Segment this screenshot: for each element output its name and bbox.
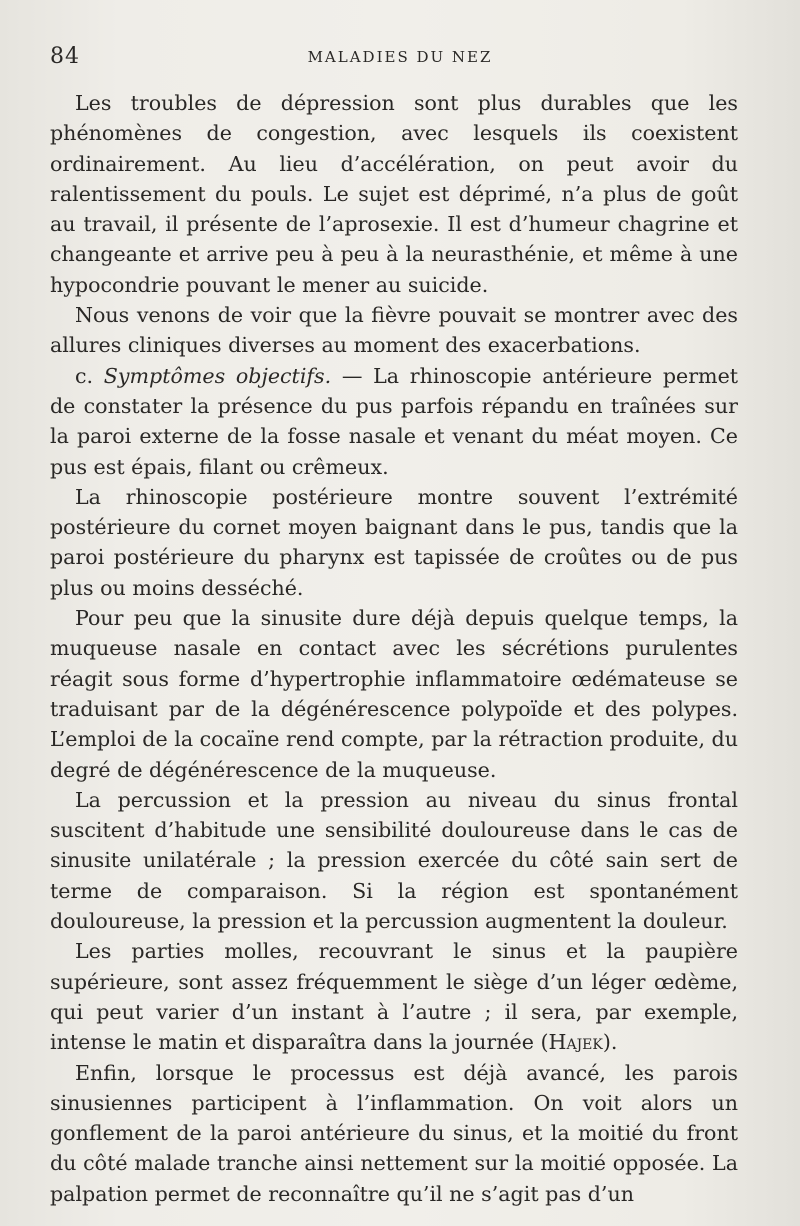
paragraph: Enfin, lorsque le processus est déjà avancé, les parois sinusiennes participent à l’inflammation. On voit alors un gonflement de la paroi antérieure du sinus, et la moitié du front du côté malade tranche ainsi nettement sur la moitié opposée. La palpation permet de reconnaître qu’il ne s’agit pas d’un — [50, 1060, 738, 1206]
paragraph-text: La rhinoscopie antérieure permet de constater la présence du pus parfois répandu en traînées sur la paroi externe de la fosse nasale et venant du méat moyen. Ce pus est épais, filant ou crêmeux. — [50, 363, 739, 479]
paragraph: La percussion et la pression au niveau du sinus frontal suscitent d’habitude une sensibilité douloureuse dans le cas de sinusite unilatérale ; la pression exercée du côté sain sert de terme de comparaison. Si la région est spontanément douloureuse, la pression et la percussion augmentent la douleur. — [50, 787, 738, 934]
paragraph: Les troubles de dépression sont plus durables que les phénomènes de congestion, avec lesquels ils coexistent ordinairement. Au lieu d’accélération, on peut avoir du ralentissement du pouls. Le sujet est déprimé, n’a plus de goût au travail, il présente de l’aprosexie. Il est d’humeur chagrine et changeante et arrive peu à peu à la neurasthénie, et même à une hypocondrie pouvant le mener au suicide. — [50, 91, 738, 297]
section-heading: Symptômes objectifs. — [103, 363, 332, 388]
section-marker: c. — [75, 363, 94, 388]
em-dash: — — [341, 363, 363, 388]
paragraph: Pour peu que la sinusite dure déjà depuis quelque temps, la muqueuse nasale en contact avec les sécrétions purulentes réagit sous forme d’hypertrophie inflammatoire œdémateuse se traduisant par de la dégénérescence polypoïde et des polypes. L’emploi de la cocaïne rend compte, par la rétraction produite, du degré de dégénérescence de la muqueuse. — [50, 606, 738, 782]
paragraph-symptomes-objectifs — [50, 361, 738, 482]
running-title: MALADIES DU NEZ — [307, 48, 493, 66]
page-header — [50, 44, 750, 78]
paragraph-with-citation — [50, 936, 738, 1057]
paragraph: La rhinoscopie postérieure montre souvent l’extrémité postérieure du cornet moyen baignant dans le pus, tandis que la paroi postérieure du pharynx est tapissée de croûtes ou de pus plus ou moins desséché. — [50, 484, 738, 600]
page-number: 84 — [50, 44, 80, 69]
citation-author: Hajek — [548, 1030, 603, 1055]
body-text — [50, 88, 738, 1209]
citation-close: ). — [602, 1030, 618, 1055]
paragraph: Nous venons de voir que la fièvre pouvait se montrer avec des allures cliniques diverses au moment des exacerbations. — [50, 303, 738, 358]
paragraph-text: Les parties molles, recouvrant le sinus et la paupière supérieure, sont assez fréquemment le siège d’un léger œdème, qui peut varier d’un instant à l’autre ; il sera, par exemple, intense le matin et disparaîtra dans la journée ( — [50, 939, 738, 1055]
